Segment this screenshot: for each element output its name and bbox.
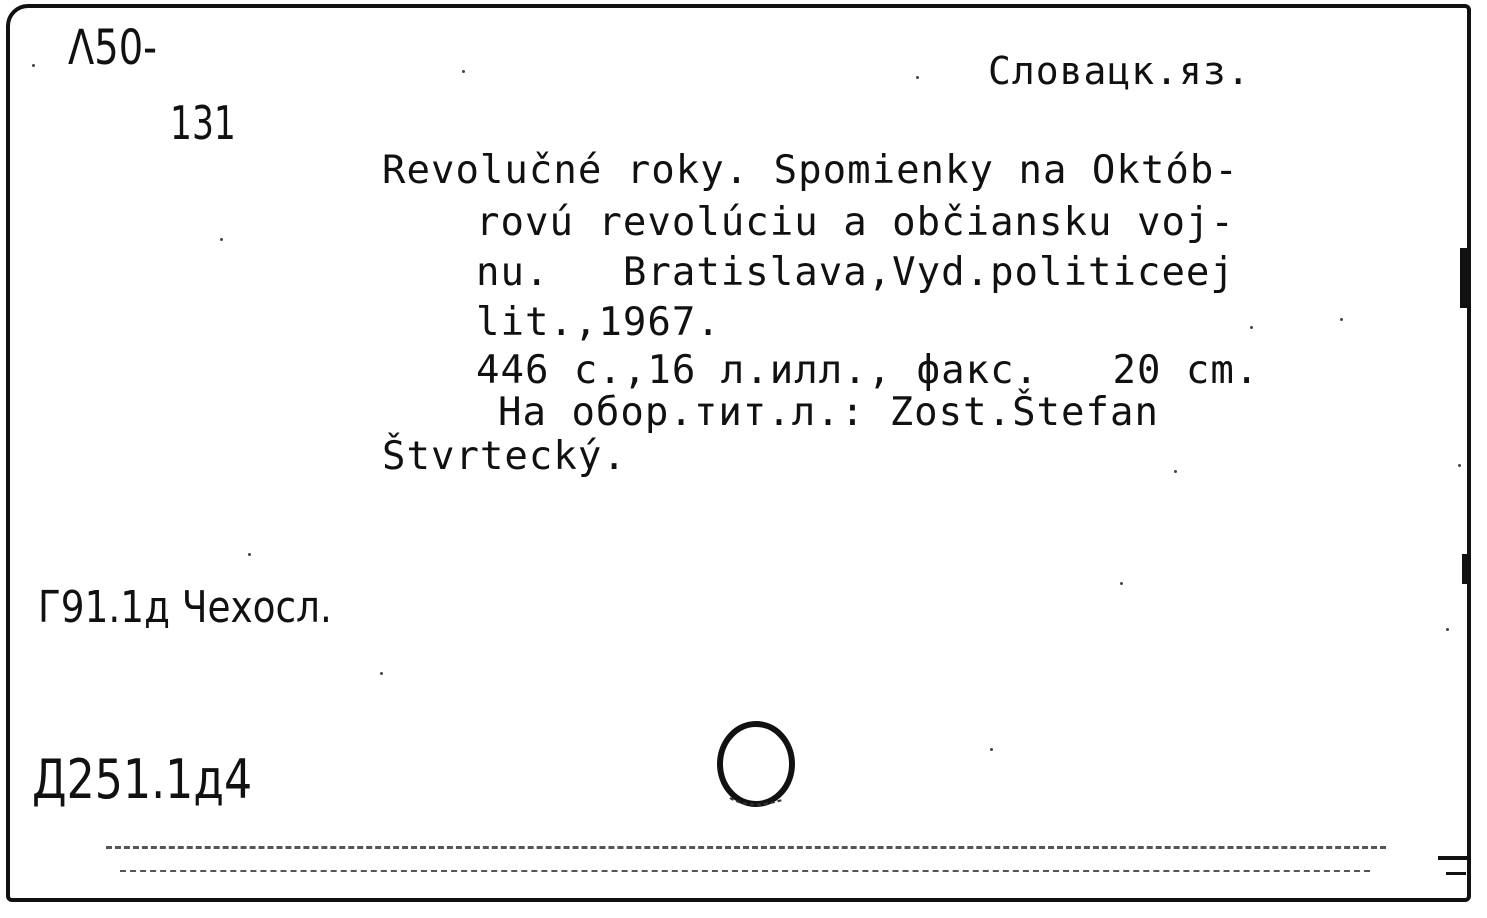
paper-speck xyxy=(916,76,919,79)
divider-line xyxy=(120,870,1370,872)
paper-speck xyxy=(220,238,223,241)
paper-speck xyxy=(32,64,35,67)
round-stamp xyxy=(710,714,806,810)
imprint-line: nu. Bratislava,Vyd.politiceej xyxy=(476,250,1235,295)
shelf-mark: Λ50- xyxy=(68,20,157,76)
classification-number: Г91.1д Чехосл. xyxy=(38,582,332,633)
edge-mark xyxy=(1446,872,1466,875)
paper-speck xyxy=(1340,318,1343,321)
title-line: rovú revolúciu a občiansku voj- xyxy=(476,200,1235,245)
shelf-mark-sub: 131 xyxy=(170,96,236,150)
paper-speck xyxy=(1446,628,1449,631)
paper-speck xyxy=(990,748,993,751)
paper-speck xyxy=(1458,464,1461,467)
paper-speck xyxy=(1250,326,1253,329)
edge-mark xyxy=(1438,856,1468,860)
paper-speck xyxy=(1174,470,1177,473)
divider-line xyxy=(106,846,1386,849)
language-label: Словацк.яз. xyxy=(988,49,1251,93)
paper-speck xyxy=(380,672,383,675)
catalog-card xyxy=(6,4,1471,902)
imprint-line: lit.,1967. xyxy=(476,300,721,345)
paper-speck xyxy=(1120,582,1123,585)
note-line: Štvrtecký. xyxy=(382,434,627,479)
edge-mark xyxy=(1462,554,1468,584)
edge-mark xyxy=(1460,248,1468,308)
stamp-circle-icon xyxy=(710,714,806,810)
paper-speck xyxy=(248,553,251,556)
physical-description-line: 446 c.,16 л.илл., факс. 20 cm. xyxy=(476,348,1260,393)
classification-number: Д251.1д4 xyxy=(32,748,253,811)
title-line: Revolučné roky. Spomienky na Októb- xyxy=(382,148,1239,193)
note-line: На обор.тит.л.: Zost.Štefan xyxy=(498,390,1159,435)
paper-speck xyxy=(462,70,465,73)
